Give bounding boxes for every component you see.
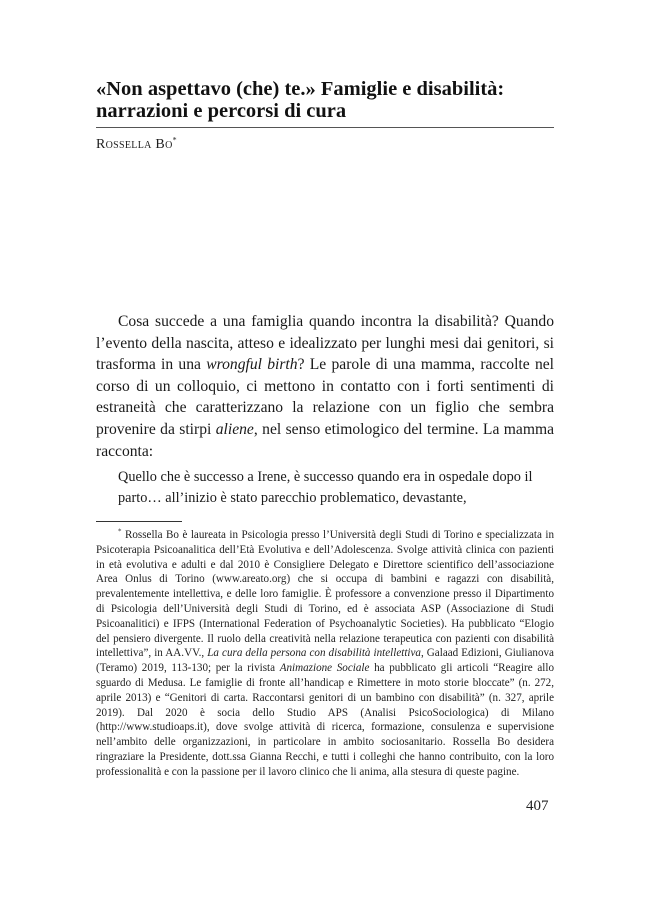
footnote-text-run: ha pubblicato gli articoli “Reagire allo sguardo di Medusa. Le famiglie di fronte all’handicap e Rimettere in moto storie bloccate” (n. 272, aprile 2013) e “Genitori di carta. Raccontarsi genitori di un bambino con disabilità” (n. 327, aprile 2019). Dal 2020 è socia dello Studio APS (Analisi PsicoSociologica) di Milano (http://www.studioaps.it), dove svolge attività di ricerca, formazione, consulenza e supervisione nell’ambito delle organizzazioni, in particolare in ambito sociosanitario. Rossella Bo desidera ringraziare la Presidente, dott.ssa Gianna Recchi, e tutti i colleghi che hanno contribuito, con la loro professionalità e con la passione per il lavoro clinico che li anima, alla stesura di queste pagine. (96, 662, 554, 778)
author-footnote-marker: * (172, 135, 177, 145)
body-italic-term: aliene (215, 420, 254, 438)
body-text (96, 311, 554, 462)
body-text-run: ? Le parole di una mamma, raccolte nel corso di un colloquio, ci mettono in contatto con i forti sentimenti di estraneità che caratterizzano la relazione con un figlio che sembra provenire da stirpi (96, 356, 554, 438)
author-line (96, 137, 177, 153)
page-number: 407 (526, 798, 549, 814)
article-title: «Non aspettavo (che) te.» Famiglie e disabilità: narrazioni e percorsi di cura (96, 78, 505, 122)
block-quote: Quello che è successo a Irene, è successo quando era in ospedale dopo il parto… all’inizio è stato parecchio problematico, devastante, (118, 469, 533, 506)
footnote-text-run: , Galaad Edizioni, Giulianova (Teramo) 2019, 113-130; per la rivista (96, 647, 554, 675)
footnote-text-run: Rossella Bo è laureata in Psicologia presso l’Università degli Studi di Torino e specializzata in Psicoterapia Psicoanalitica dell’Età Evolutiva e dell’Adolescenza. Svolge attività clinica con pazienti in età evolutiva e adulti e dal 2010 è Consigliere Delegato e Direttore scientifico dell’associazione Area Onlus di Torino (www.areato.org) che si occupa di bambini e ragazzi con disabilità, prevalentemente intellettiva, e delle loro famiglie. È professore a convenzione presso il Dipartimento di Psicologia dell’Università degli Studi di Torino, ed è associata ASP (Associazione di Studi Psicoanalitici) e IFPS (International Federation of Psychoanalytic Societies). Ha pubblicato “Elogio del pensiero divergente. Il ruolo della creatività nella relazione terapeutica con pazienti con disabilità intellettiva”, in AA.VV., (96, 529, 554, 660)
author-name: Rossella Bo (96, 137, 173, 152)
body-paragraph (96, 311, 554, 462)
body-text-run: Cosa succede a una famiglia quando incontra la disabilità? Quando l’evento della nascita, atteso e idealizzato per lunghi mesi dai genitori, si trasforma in una (96, 313, 554, 374)
footnote-italic-title: La cura della persona con disabilità intellettiva (207, 647, 421, 660)
footnote-marker: * (118, 527, 122, 536)
footnote-italic-title: Animazione Sociale (279, 662, 370, 675)
body-italic-term: wrongful birth (206, 356, 298, 374)
body-text-run: , nel senso etimologico del termine. La mamma racconta: (96, 420, 554, 460)
footnote-separator (96, 521, 182, 522)
title-rule (96, 127, 554, 128)
footnote (96, 528, 554, 780)
